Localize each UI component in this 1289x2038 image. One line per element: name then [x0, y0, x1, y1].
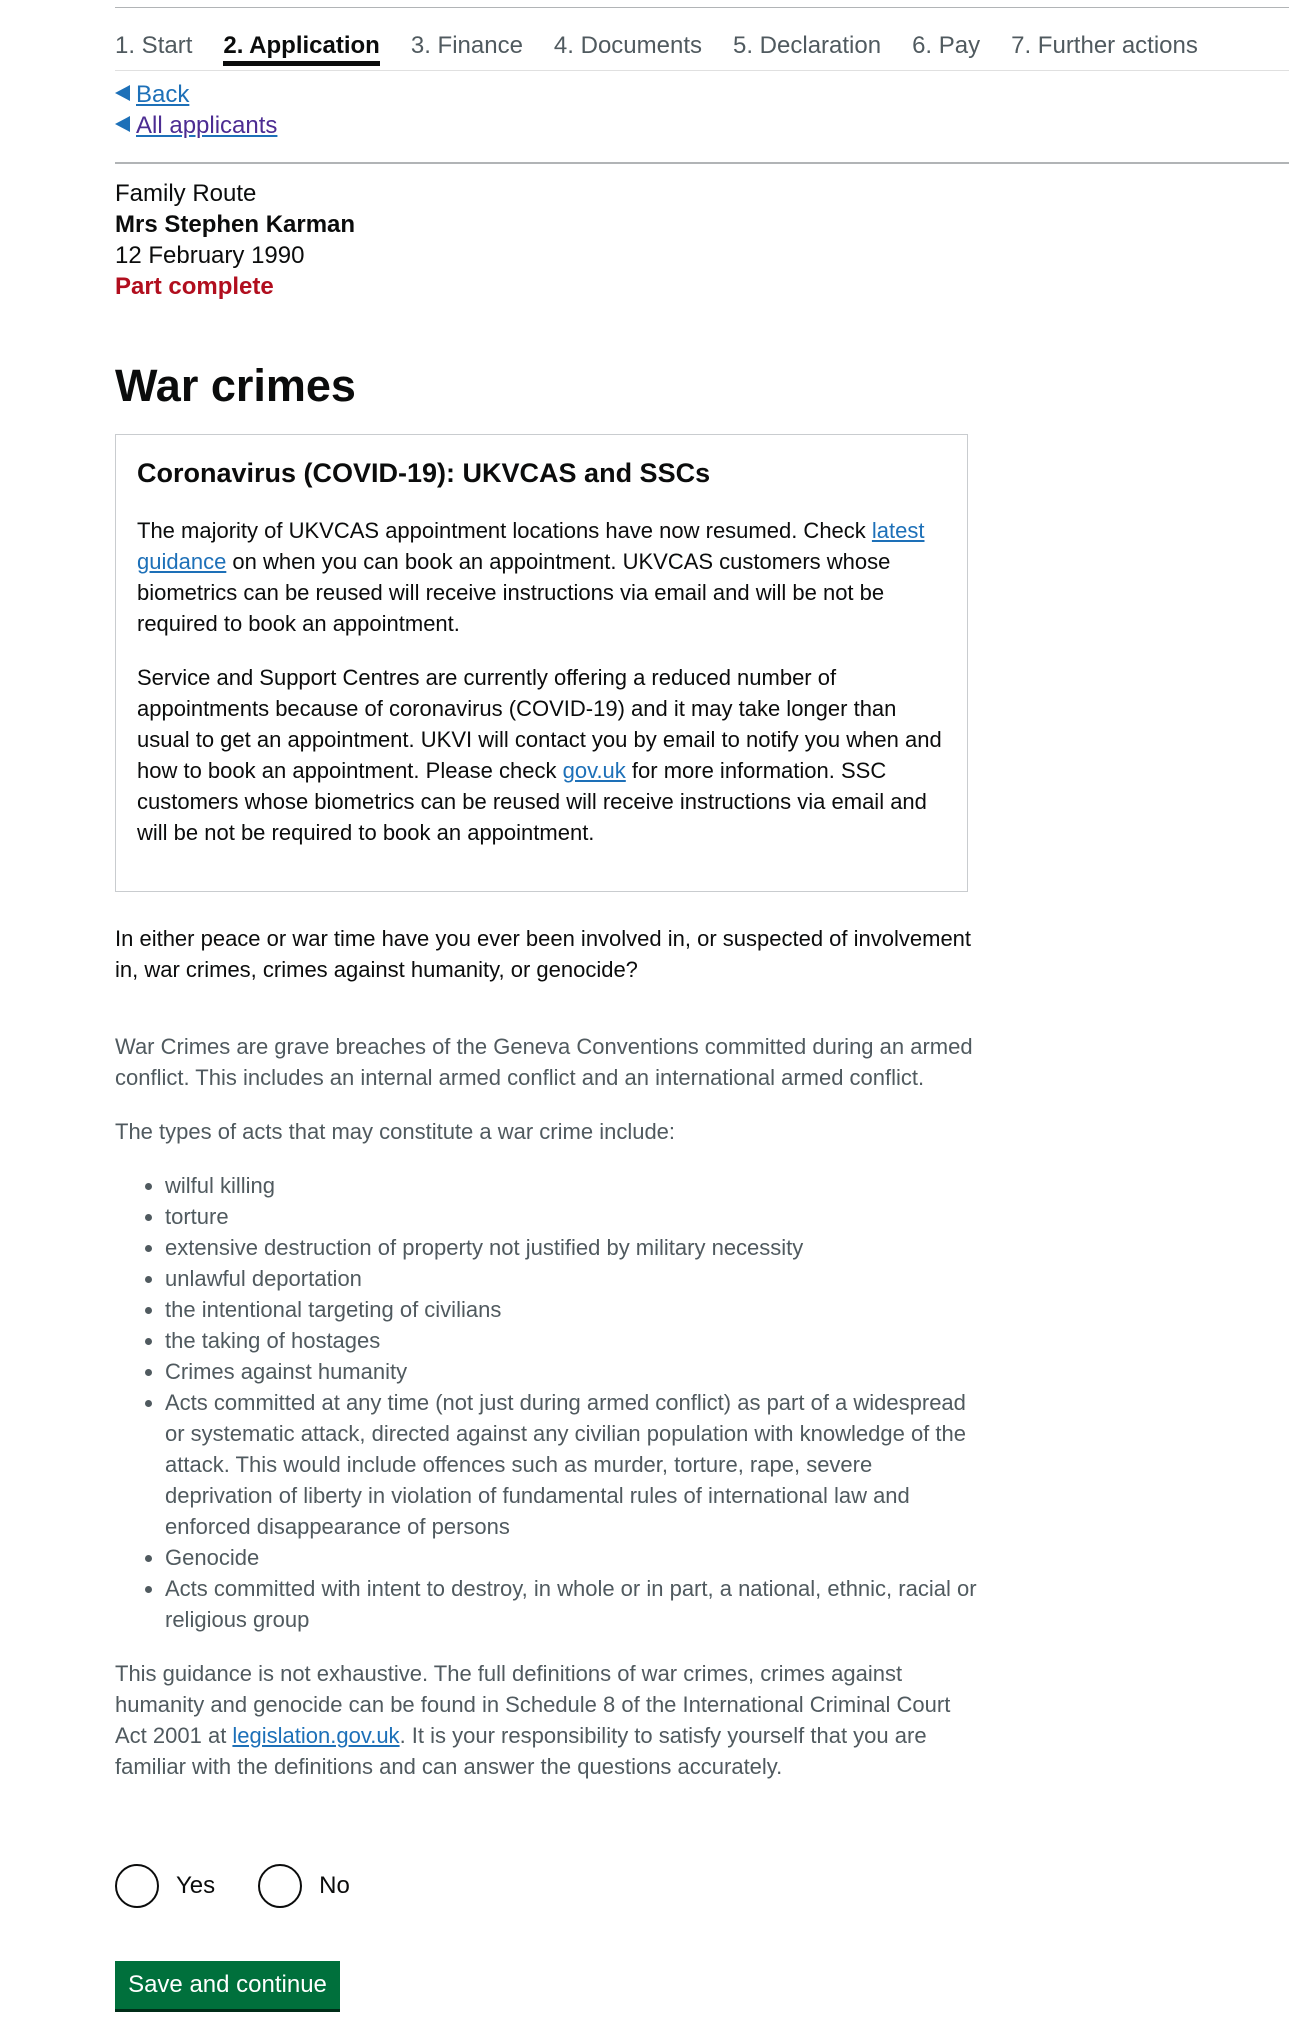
back-arrow-icon — [115, 85, 130, 101]
step-start[interactable] — [115, 29, 223, 69]
page-title: War crimes — [115, 360, 356, 411]
back-link[interactable] — [115, 79, 189, 110]
legislation-link[interactable]: legislation.gov.uk — [232, 1723, 400, 1748]
notice-p2-text: Service and Support Centres are currently offering a reduced number of appointments because of coronavirus (COVID-19) and it may take longer than usual to get an appointment. UKVI will contact you by email to notify you when and how to book an appointment. Please check — [137, 665, 942, 783]
step-documents[interactable] — [554, 29, 733, 69]
all-applicants-link[interactable] — [115, 110, 277, 141]
list-item: • Acts committed at any time (not just during armed conflict) as part of a widespread or systematic attack, directed against any civilian population with knowledge of the attack. This would include offences such as murder, torture, rape, severe deprivation of liberty in violation of fundamental rules of international law and enforced disappearance of persons — [165, 1387, 985, 1542]
list-item: • unlawful deportation — [165, 1263, 985, 1294]
step-further-actions[interactable] — [1011, 29, 1229, 69]
step-documents-label: 4. Documents — [553, 32, 702, 59]
step-finance-label: 3. Finance — [410, 32, 523, 59]
progress-steps-nav — [115, 29, 1229, 69]
step-application[interactable] — [223, 29, 410, 69]
guidance-closing-text: This guidance is not exhaustive. The full definitions of war crimes, crimes against humanity and genocide can be found in Schedule 8 of the International Criminal Court Act 2001 at — [115, 1661, 951, 1748]
no-radio-label[interactable]: No — [319, 1872, 350, 1899]
save-and-continue-button[interactable]: Save and continue — [115, 1961, 340, 2009]
list-item: • the intentional targeting of civilians — [165, 1294, 985, 1325]
notice-title: Coronavirus (COVID-19): UKVCAS and SSCs — [137, 458, 711, 488]
guidance-closing-text-end: . It is your responsibility to satisfy yourself that you are familiar with the definitions and can answer the questions accurately. — [115, 1723, 927, 1779]
applicant-route: Family Route — [115, 180, 257, 207]
top-divider — [115, 7, 1289, 8]
step-application-label: 2. Application — [223, 32, 379, 66]
latest-guidance-link[interactable]: latest guidance — [137, 518, 925, 574]
war-crime-types-list — [115, 1170, 985, 1635]
step-start-label: 1. Start — [115, 32, 193, 59]
list-item: • torture — [165, 1201, 985, 1232]
gov-uk-link[interactable]: gov.uk — [562, 758, 626, 783]
applicant-dob: 12 February 1990 — [115, 242, 305, 269]
no-radio[interactable] — [258, 1864, 350, 1908]
war-crimes-question: In either peace or war time have you ever been involved in, or suspected of involvement in, war crimes, crimes against humanity, or genocide? — [115, 926, 972, 982]
list-item: • extensive destruction of property not justified by military necessity — [165, 1232, 985, 1263]
step-declaration-label: 5. Declaration — [733, 32, 882, 59]
step-further-actions-label: 7. Further actions — [1011, 32, 1198, 59]
header-divider — [115, 162, 1289, 164]
list-item: • wilful killing — [165, 1170, 985, 1201]
notice-paragraph-2 — [137, 662, 946, 848]
applicant-name: Mrs Stephen Karman — [115, 211, 356, 238]
guidance-closing — [115, 1658, 975, 1782]
guidance-text — [115, 1031, 975, 1782]
guidance-intro: War Crimes are grave breaches of the Geneva Conventions committed during an armed conflict. This includes an internal armed conflict and an international armed conflict. — [115, 1034, 973, 1090]
application-status: Part complete — [115, 273, 274, 300]
guidance-types-heading: The types of acts that may constitute a war crime include: — [115, 1119, 676, 1144]
list-item: • Genocide — [165, 1542, 985, 1573]
list-item: • Acts committed with intent to destroy, in whole or in part, a national, ethnic, racial or religious group — [165, 1573, 985, 1635]
back-arrow-icon — [115, 116, 130, 132]
notice-p2-text-end: for more information. SSC customers whose biometrics can be reused will receive instructions via email and will be not be required to book an appointment. — [137, 758, 927, 845]
yes-radio-circle[interactable] — [115, 1864, 159, 1908]
list-item: • Crimes against humanity — [165, 1356, 985, 1387]
notice-p1-text-end: on when you can book an appointment. UKVCAS customers whose biometrics can be reused will receive instructions via email and will be not be required to book an appointment. — [137, 549, 891, 636]
step-pay-label: 6. Pay — [912, 32, 981, 59]
notice-p1-text: The majority of UKVCAS appointment locations have now resumed. Check — [137, 518, 872, 543]
step-finance[interactable] — [411, 29, 554, 69]
step-pay[interactable] — [912, 29, 1011, 69]
yes-radio[interactable] — [115, 1864, 215, 1908]
notice-paragraph-1 — [137, 515, 946, 639]
yes-no-radio-group — [115, 1864, 350, 1908]
step-declaration[interactable] — [733, 29, 912, 69]
list-item: • the taking of hostages — [165, 1325, 985, 1356]
back-link-label: Back — [136, 81, 190, 108]
covid-notice-panel — [115, 434, 968, 892]
yes-radio-label[interactable]: Yes — [176, 1872, 216, 1899]
no-radio-circle[interactable] — [258, 1864, 302, 1908]
all-applicants-link-label: All applicants — [136, 112, 278, 139]
steps-divider — [115, 70, 1289, 71]
applicant-summary — [115, 178, 355, 302]
